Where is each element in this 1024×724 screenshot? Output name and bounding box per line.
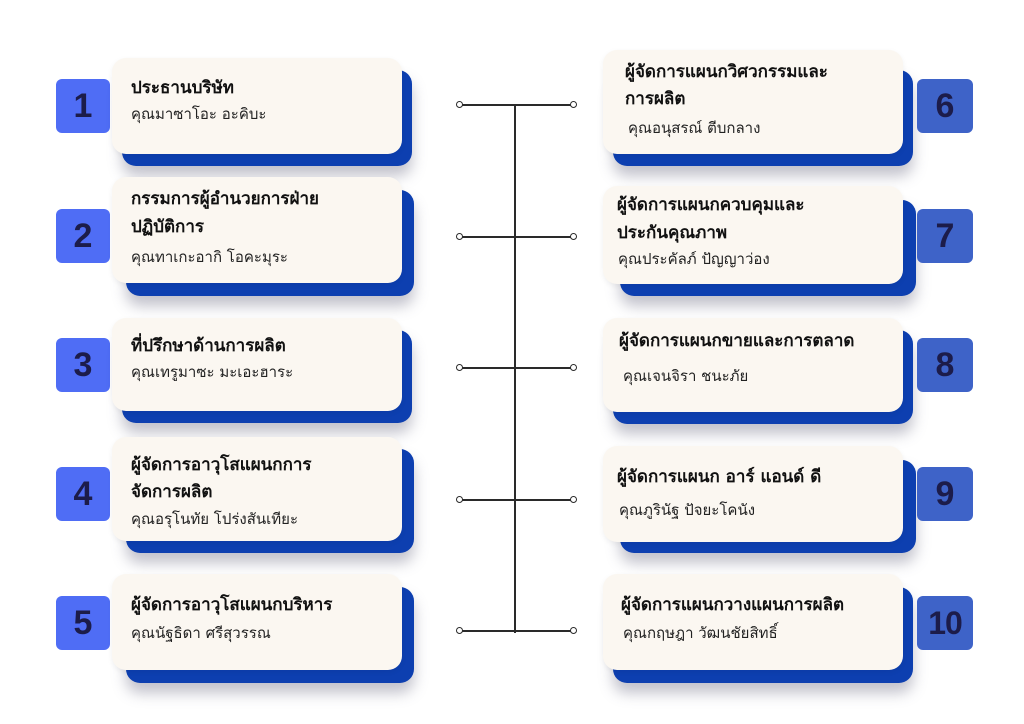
position-title-line1: กรรมการผู้อำนวยการฝ่าย bbox=[131, 189, 320, 209]
position-card-4 bbox=[112, 437, 402, 541]
position-title: ประธานบริษัท bbox=[131, 78, 234, 98]
connector-dot bbox=[456, 496, 463, 503]
position-card-7 bbox=[603, 186, 903, 284]
position-card-2 bbox=[112, 177, 402, 283]
position-number-5: 5 bbox=[56, 596, 110, 650]
person-name: คุณภูรินัฐ ปัจยะโคนัง bbox=[619, 501, 756, 519]
connector-dot bbox=[570, 101, 577, 108]
position-title-line2: การผลิต bbox=[625, 89, 686, 109]
connector-1-6 bbox=[462, 104, 572, 106]
vertical-connector bbox=[514, 105, 516, 633]
position-card-5 bbox=[112, 574, 402, 670]
connector-dot bbox=[570, 496, 577, 503]
connector-dot bbox=[570, 233, 577, 240]
connector-4-9 bbox=[462, 499, 572, 501]
position-title-line1: ผู้จัดการแผนกวิศวกรรมและ bbox=[625, 62, 828, 82]
person-name: คุณเทรูมาซะ มะเอะฮาระ bbox=[131, 363, 294, 381]
position-number-9: 9 bbox=[917, 467, 973, 521]
position-number-3: 3 bbox=[56, 338, 110, 392]
position-number-4: 4 bbox=[56, 467, 110, 521]
person-name: คุณทาเกะอากิ โอคะมุระ bbox=[131, 248, 288, 266]
position-card-8 bbox=[603, 318, 903, 412]
position-title-line2: ประกันคุณภาพ bbox=[617, 223, 728, 243]
connector-dot bbox=[570, 364, 577, 371]
position-card-3 bbox=[112, 318, 402, 411]
connector-dot bbox=[456, 101, 463, 108]
position-number-10: 10 bbox=[917, 596, 973, 650]
connector-dot bbox=[456, 364, 463, 371]
position-title-line2: จัดการผลิต bbox=[131, 482, 213, 502]
position-card-6 bbox=[603, 50, 903, 154]
person-name: คุณอนุสรณ์ ตีบกลาง bbox=[628, 119, 761, 137]
position-title: ผู้จัดการแผนกขายและการตลาด bbox=[619, 331, 855, 351]
position-title: ผู้จัดการแผนก อาร์ แอนด์ ดี bbox=[617, 467, 822, 487]
connector-dot bbox=[570, 627, 577, 634]
connector-5-10 bbox=[462, 630, 572, 632]
position-title: ผู้จัดการแผนกวางแผนการผลิต bbox=[621, 595, 845, 615]
position-card-9 bbox=[603, 446, 903, 542]
person-name: คุณเจนจิรา ชนะภัย bbox=[623, 367, 749, 385]
position-number-7: 7 bbox=[917, 209, 973, 263]
position-title-line1: ผู้จัดการอาวุโสแผนกการ bbox=[131, 455, 312, 475]
connector-3-8 bbox=[462, 367, 572, 369]
person-name: คุณกฤษฎา วัฒนชัยสิทธิ์ bbox=[623, 624, 778, 642]
position-title: ผู้จัดการอาวุโสแผนกบริหาร bbox=[131, 595, 333, 615]
person-name: คุณอรุโนทัย โปร่งสันเทียะ bbox=[131, 510, 298, 528]
position-title: ที่ปรึกษาด้านการผลิต bbox=[131, 336, 286, 356]
person-name: คุณนัฐธิดา ศรีสุวรรณ bbox=[131, 624, 271, 642]
position-number-8: 8 bbox=[917, 338, 973, 392]
position-card-1 bbox=[112, 58, 402, 154]
connector-2-7 bbox=[462, 236, 572, 238]
person-name: คุณมาซาโอะ อะคิบะ bbox=[131, 105, 267, 123]
position-title-line1: ผู้จัดการแผนกควบคุมและ bbox=[617, 195, 805, 215]
person-name: คุณประคัลภ์ ปัญญาว่อง bbox=[618, 250, 770, 268]
position-card-10 bbox=[603, 574, 903, 670]
connector-dot bbox=[456, 233, 463, 240]
position-title-line2: ปฏิบัติการ bbox=[131, 217, 205, 237]
connector-dot bbox=[456, 627, 463, 634]
position-number-6: 6 bbox=[917, 79, 973, 133]
position-number-1: 1 bbox=[56, 79, 110, 133]
position-number-2: 2 bbox=[56, 209, 110, 263]
